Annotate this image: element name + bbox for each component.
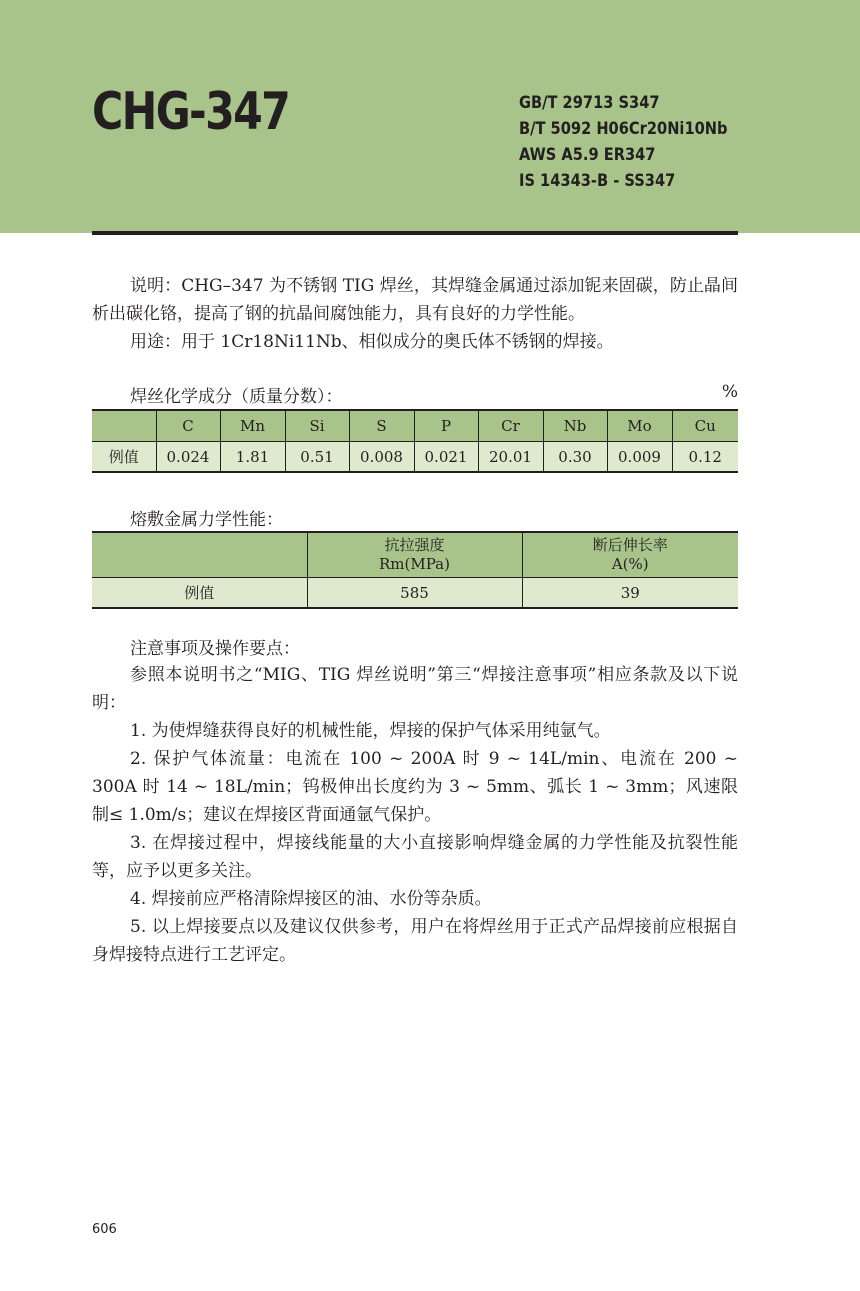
table-cell: 0.51 xyxy=(285,442,349,473)
table-cell: 0.12 xyxy=(672,442,738,473)
usage-label: 用途： xyxy=(130,332,181,352)
blank-header xyxy=(92,532,307,578)
table-cell: 20.01 xyxy=(478,442,543,473)
column-header: C xyxy=(156,410,220,442)
table-cell: 0.021 xyxy=(414,442,478,473)
table-cell: 0.009 xyxy=(607,442,672,473)
row-label: 例值 xyxy=(92,442,156,473)
chemistry-title: 焊丝化学成分（质量分数）： xyxy=(130,387,343,407)
table-cell: 0.30 xyxy=(543,442,607,473)
notes-title: 注意事项及操作要点： xyxy=(130,639,300,659)
column-header: Mn xyxy=(220,410,285,442)
product-title: CHG-347 xyxy=(92,82,290,142)
description-text: CHG–347 为不锈钢 TIG 焊丝，其焊缝金属通过添加铌来固碳，防止晶间析出碳化铬，提高了钢的抗晶间腐蚀能力，具有良好的力学性能。 xyxy=(92,276,738,324)
note-item: 3. 在焊接过程中，焊接线能量的大小直接影响焊缝金属的力学性能及抗裂性能等，应予以更多关注。 xyxy=(92,833,738,881)
note-item: 4. 焊接前应严格清除焊接区的油、水份等杂质。 xyxy=(130,889,492,909)
table-cell: 0.008 xyxy=(349,442,414,473)
chemistry-table xyxy=(92,409,738,473)
notes-intro: 参照本说明书之“MIG、TIG 焊丝说明”第三“焊接注意事项”相应条款及以下说明： xyxy=(92,665,738,713)
elongation-header xyxy=(522,532,738,578)
column-header: P xyxy=(414,410,478,442)
standards-list xyxy=(519,90,727,194)
description-label: 说明： xyxy=(130,276,182,296)
header-rule xyxy=(92,231,738,235)
note-item: 2. 保护气体流量：电流在 100 ~ 200A 时 9 ~ 14L/min、电流在 200 ~ 300A 时 14 ~ 18L/min；钨极伸出长度约为 3 ~ 5mm、弧长 1 ~ 3mm；风速限制≤ 1.0m/s；建议在焊接区背面通氩气保护。 xyxy=(92,749,738,825)
description-paragraph xyxy=(92,272,738,328)
note-item: 5. 以上焊接要点以及建议仅供参考，用户在将焊丝用于正式产品焊接前应根据自身焊接特点进行工艺评定。 xyxy=(92,917,738,965)
page-number: 606 xyxy=(92,1222,117,1237)
standard-item: IS 14343-B - SS347 xyxy=(519,171,676,191)
standard-item: GB/T 29713 S347 xyxy=(519,93,660,113)
table-row xyxy=(92,442,738,473)
standard-item: AWS A5.9 ER347 xyxy=(519,145,656,165)
note-item: 1. 为使焊缝获得良好的机械性能，焊接的保护气体采用纯氩气。 xyxy=(130,721,611,741)
column-header: S xyxy=(349,410,414,442)
table-cell: 0.024 xyxy=(156,442,220,473)
row-label: 例值 xyxy=(92,578,307,609)
elongation-header-line1: 断后伸长率 xyxy=(592,536,668,554)
column-header: Cu xyxy=(672,410,738,442)
table-cell: 1.81 xyxy=(220,442,285,473)
column-header xyxy=(92,410,156,442)
usage-text: 用于 1Cr18Ni11Nb、相似成分的奥氏体不锈钢的焊接。 xyxy=(181,332,614,352)
table-cell: 39 xyxy=(522,578,738,609)
tensile-header xyxy=(307,532,522,578)
table-cell: 585 xyxy=(307,578,522,609)
usage-paragraph xyxy=(92,328,738,356)
tensile-header-line1: 抗拉强度 xyxy=(384,536,445,554)
chemistry-unit: % xyxy=(721,382,738,402)
column-header: Nb xyxy=(543,410,607,442)
chemistry-header-row xyxy=(92,410,738,442)
column-header: Cr xyxy=(478,410,543,442)
mechanical-header-row xyxy=(92,532,738,578)
elongation-header-line2: A(%) xyxy=(611,555,649,573)
table-row xyxy=(92,578,738,609)
mechanical-title: 熔敷金属力学性能： xyxy=(130,510,283,530)
mechanical-table xyxy=(92,531,738,609)
tensile-header-line2: Rm(MPa) xyxy=(379,555,450,573)
standard-item: B/T 5092 H06Cr20Ni10Nb xyxy=(519,119,728,139)
column-header: Mo xyxy=(607,410,672,442)
column-header: Si xyxy=(285,410,349,442)
